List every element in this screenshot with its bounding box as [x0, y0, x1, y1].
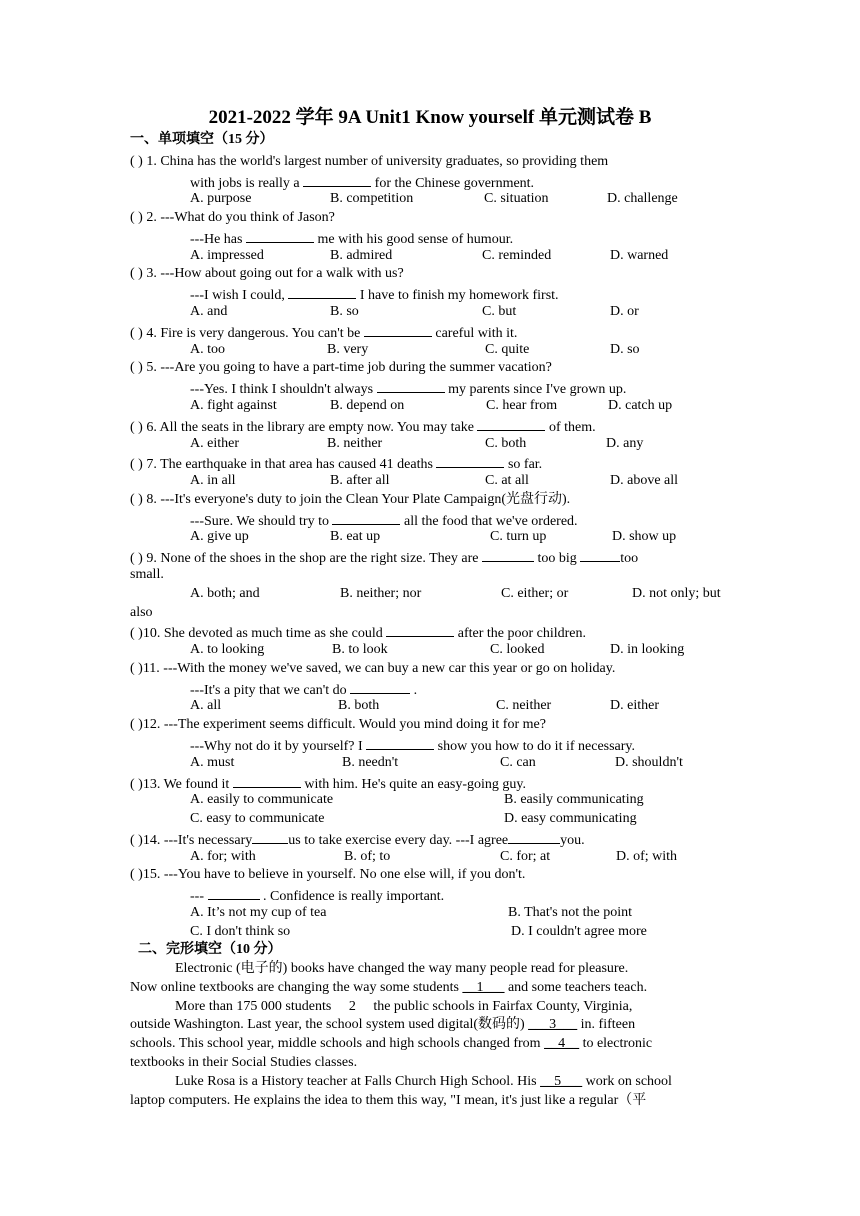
answer-blank [482, 547, 534, 562]
option-a: A. in all [190, 473, 236, 488]
option-b: B. That's not the point [508, 905, 632, 920]
option-c: C. easy to communicate [190, 811, 325, 826]
option-a: A. and [190, 304, 228, 319]
option-c: C. turn up [490, 529, 547, 544]
answer-blank [350, 679, 410, 694]
answer-blank [508, 829, 560, 844]
option-d: D. easy communicating [504, 811, 637, 826]
question-10-stem: ( )10. She devoted as much time as she could after the poor children. [130, 622, 586, 643]
answer-blank [332, 510, 400, 525]
option-d: D. above all [610, 473, 679, 488]
question-13-stem: ( )13. We found it with him. He's quite an easy-going guy. [130, 773, 526, 794]
cloze-blank-3: ___3___ [528, 1017, 578, 1032]
cloze-blank-4: __4__ [544, 1036, 580, 1051]
question-4-stem: ( ) 4. Fire is very dangerous. You can't be careful with it. [130, 322, 517, 343]
answer-blank [246, 228, 314, 243]
option-d: D. any [606, 436, 644, 451]
option-d: D. or [610, 304, 639, 319]
answer-blank [580, 547, 620, 562]
section-heading-cloze: 二、完形填空（10 分） [138, 942, 282, 957]
option-a: A. must [190, 755, 235, 770]
option-a: A. to looking [190, 642, 265, 657]
option-a: A. all [190, 698, 222, 713]
passage-line: laptop computers. He explains the idea to them this way, "I mean, it's just like a regular（平 [130, 1093, 647, 1108]
answer-blank [386, 622, 454, 637]
question-2-stem-cont: ---He has me with his good sense of humour. [190, 228, 513, 249]
passage-line: More than 175 000 students 2 the public schools in Fairfax County, Virginia, [175, 999, 633, 1014]
question-12-stem: ( )12. ---The experiment seems difficult. Would you mind doing it for me? [130, 717, 546, 732]
passage-line: outside Washington. Last year, the school system used digital(数码的) ___3___ in. fifteen [130, 1017, 636, 1032]
option-b: B. easily communicating [504, 792, 644, 807]
section-heading-multiple-choice: 一、单项填空（15 分） [130, 132, 274, 147]
question-14-stem: ( )14. ---It's necessary us to take exercise every day. ---I agree you. [130, 829, 585, 850]
option-a: A. both; and [190, 586, 260, 601]
option-c: C. at all [485, 473, 529, 488]
cloze-blank-2: 2 [348, 999, 356, 1014]
option-a: A. fight against [190, 398, 277, 413]
answer-blank [364, 322, 432, 337]
question-15-stem: ( )15. ---You have to believe in yourself. No one else will, if you don't. [130, 867, 526, 882]
option-c: C. either; or [501, 586, 569, 601]
option-b: B. to look [332, 642, 388, 657]
answer-blank [303, 172, 371, 187]
option-b: B. very [327, 342, 369, 357]
option-a: A. either [190, 436, 239, 451]
answer-blank [436, 453, 504, 468]
question-6-stem: ( ) 6. All the seats in the library are empty now. You may take of them. [130, 416, 596, 437]
answer-blank [288, 284, 356, 299]
passage-line: Now online textbooks are changing the way some students __1___ and some teachers teach. [130, 980, 648, 995]
answer-blank [208, 885, 260, 900]
question-7-stem: ( ) 7. The earthquake in that area has caused 41 deaths so far. [130, 453, 542, 474]
option-a: A. easily to communicate [190, 792, 334, 807]
option-c: C. but [482, 304, 517, 319]
option-b: B. needn't [342, 755, 399, 770]
option-d: D. I couldn't agree more [511, 924, 647, 939]
option-a: A. It’s not my cup of tea [190, 905, 327, 920]
option-d: D. either [610, 698, 659, 713]
passage-line: textbooks in their Social Studies classes. [130, 1055, 358, 1070]
option-c: C. I don't think so [190, 924, 291, 939]
passage-line: Luke Rosa is a History teacher at Falls Church High School. His __5___ work on school [175, 1074, 672, 1089]
option-d: D. so [610, 342, 640, 357]
question-2-stem: ( ) 2. ---What do you think of Jason? [130, 210, 335, 225]
question-5-stem: ( ) 5. ---Are you going to have a part-time job during the summer vacation? [130, 360, 552, 375]
option-b: B. neither; nor [340, 586, 422, 601]
option-b: B. neither [327, 436, 383, 451]
option-b: B. both [338, 698, 380, 713]
question-3-stem-cont: ---I wish I could, I have to finish my homework first. [190, 284, 559, 305]
option-b: B. depend on [330, 398, 405, 413]
option-b: B. of; to [344, 849, 391, 864]
option-c: C. can [500, 755, 536, 770]
option-b: B. so [330, 304, 359, 319]
answer-blank [252, 829, 288, 844]
question-9-stem-wrap: small. [130, 567, 164, 582]
question-5-stem-cont: ---Yes. I think I shouldn't always my parents since I've grown up. [190, 378, 626, 399]
option-c: C. both [485, 436, 527, 451]
answer-blank [477, 416, 545, 431]
question-8-stem-cont: ---Sure. We should try to all the food that we've ordered. [190, 510, 578, 531]
option-a: A. purpose [190, 191, 252, 206]
option-c: C. quite [485, 342, 530, 357]
question-9-stem: ( ) 9. None of the shoes in the shop are the right size. They are too big too [130, 547, 638, 568]
option-d: D. challenge [607, 191, 678, 206]
answer-paren: ( ) [130, 154, 143, 169]
question-3-stem: ( ) 3. ---How about going out for a walk with us? [130, 266, 404, 281]
option-c: C. situation [484, 191, 549, 206]
option-c: C. for; at [500, 849, 551, 864]
question-11-stem: ( )11. ---With the money we've saved, we can buy a new car this year or go on holiday. [130, 661, 616, 676]
question-12-stem-cont: ---Why not do it by yourself? I show you how to do it if necessary. [190, 735, 635, 756]
option-a: A. impressed [190, 248, 264, 263]
answer-blank [366, 735, 434, 750]
option-d: D. in looking [610, 642, 685, 657]
cloze-blank-1: __1___ [462, 980, 505, 995]
cloze-blank-5: __5___ [540, 1074, 583, 1089]
option-c: C. looked [490, 642, 545, 657]
passage-line: Electronic (电子的) books have changed the way many people read for pleasure. [175, 961, 629, 976]
option-a: A. too [190, 342, 225, 357]
page-title: 2021-2022 学年 9A Unit1 Know yourself 单元测试卷 B [208, 107, 652, 128]
answer-blank [233, 773, 301, 788]
option-b: B. eat up [330, 529, 381, 544]
option-d: D. catch up [608, 398, 673, 413]
option-a: A. give up [190, 529, 249, 544]
passage-line: schools. This school year, middle schools and high schools changed from __4__ to electronic [130, 1036, 653, 1051]
answer-blank [377, 378, 445, 393]
option-d: D. not only; but [632, 586, 721, 601]
option-d: D. warned [610, 248, 669, 263]
option-d: D. of; with [616, 849, 678, 864]
option-d-wrap: also [130, 605, 153, 620]
question-8-stem: ( ) 8. ---It's everyone's duty to join the Clean Your Plate Campaign(光盘行动). [130, 492, 571, 507]
question-15-stem-cont: --- . Confidence is really important. [190, 885, 444, 906]
option-b: B. after all [330, 473, 390, 488]
option-c: C. hear from [486, 398, 558, 413]
option-c: C. neither [496, 698, 552, 713]
question-1-stem-cont: with jobs is really a for the Chinese government. [190, 172, 534, 193]
question-1-stem: ( ) 1. China has the world's largest number of university graduates, so providing them [130, 154, 609, 169]
option-d: D. shouldn't [615, 755, 683, 770]
option-c: C. reminded [482, 248, 552, 263]
option-a: A. for; with [190, 849, 256, 864]
option-d: D. show up [612, 529, 677, 544]
question-11-stem-cont: ---It's a pity that we can't do . [190, 679, 417, 700]
option-b: B. admired [330, 248, 393, 263]
option-b: B. competition [330, 191, 414, 206]
